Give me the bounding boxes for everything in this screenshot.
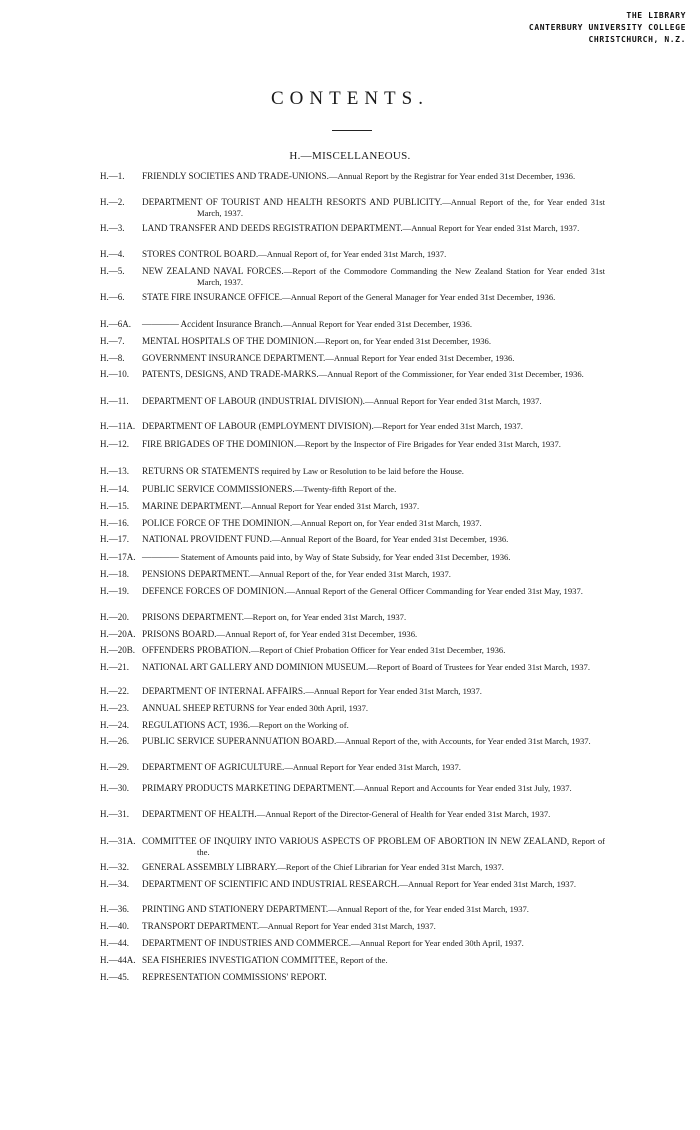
entry-title: PUBLIC SERVICE COMMISSIONERS. [142,484,295,494]
entry-title: RETURNS OR STATEMENTS [142,466,260,476]
entry-text [142,762,605,773]
entry-description: required by Law or Resolution to be laid before the House. [259,466,464,476]
entry-description: for Year ended 30th April, 1937. [254,703,369,713]
entry-code: H.—6A. [100,319,131,329]
contents-entry [100,921,605,932]
entry-description: —Twenty-fifth Report of the. [294,484,397,494]
entry-code: H.—24. [100,720,129,730]
contents-entry [100,336,605,347]
entry-code: H.—8. [100,353,125,363]
entry-title: FRIENDLY SOCIETIES AND TRADE-UNIONS. [142,171,329,181]
entry-code: H.—23. [100,703,129,713]
entry-title: ANNUAL SHEEP RETURNS [142,703,255,713]
entry-title: PATENTS, DESIGNS, AND TRADE-MARKS. [142,369,319,379]
entry-title: GENERAL ASSEMBLY LIBRARY. [142,862,278,872]
stamp-line-3: CHRISTCHURCH, N.Z. [588,35,686,44]
entry-title: PRIMARY PRODUCTS MARKETING DEPARTMENT. [142,783,355,793]
entry-description: —Annual Report of the Board, for Year ended 31st December, 1936. [271,534,509,544]
entry-description: —Report by the Inspector of Fire Brigades for Year ended 31st March, 1937. [296,439,561,449]
entry-code: H.—31. [100,809,129,819]
contents-entry [100,266,605,287]
entry-title: PRISONS DEPARTMENT. [142,612,245,622]
entry-title: MENTAL HOSPITALS OF THE DOMINION. [142,336,317,346]
entry-description: Statement of Amounts paid into, by Way of State Subsidy, for Year ended 31st December, 1936. [178,552,511,562]
entry-description: Report of the. [338,955,388,965]
contents-entry [100,736,605,747]
entry-title: REGULATIONS ACT, 1936. [142,720,251,730]
entry-title: POLICE FORCE OF THE DOMINION. [142,518,293,528]
entry-code: H.—6. [100,292,125,302]
entry-text [142,518,605,529]
entry-text [142,552,605,563]
entry-description: —Report for Year ended 31st March, 1937. [373,421,523,431]
contents-entry [100,879,605,890]
entry-code: H.—14. [100,484,129,494]
entry-title: DEPARTMENT OF SCIENTIFIC AND INDUSTRIAL RESEARCH. [142,879,400,889]
contents-entry [100,629,605,640]
entry-title: STORES CONTROL BOARD. [142,249,259,259]
entry-code: H.—17. [100,534,129,544]
entry-title: GOVERNMENT INSURANCE DEPARTMENT. [142,353,326,363]
entry-code: H.—4. [100,249,125,259]
entry-description: —Report of the Commodore Commanding the New Zealand Station for Year ended 31st March, 1937. [197,266,605,287]
entry-text [142,223,605,234]
entry-description: —Report on, for Year ended 31st December, 1936. [316,336,491,346]
entry-title: DEPARTMENT OF TOURIST AND HEALTH RESORTS AND PUBLICITY. [142,197,443,207]
entry-code: H.—20. [100,612,129,622]
entry-title: LAND TRANSFER AND DEEDS REGISTRATION DEPARTMENT. [142,223,403,233]
entry-code: H.—36. [100,904,129,914]
contents-entry [100,783,605,794]
entry-description: —Annual Report of, for Year ended 31st March, 1937. [258,249,447,259]
entry-description: —Annual Report on, for Year ended 31st March, 1937. [292,518,482,528]
contents-entry [100,552,605,563]
entry-code: H.—20A. [100,629,136,639]
contents-entry [100,466,605,477]
contents-entry [100,501,605,512]
contents-entry [100,836,605,857]
entry-code: H.—45. [100,972,129,982]
entry-text [142,586,605,597]
contents-entry [100,396,605,407]
entry-description: —Annual Report of the Director-General of Health for Year ended 31st March, 1937. [256,809,551,819]
entry-text [142,336,605,347]
entry-description: —Annual Report for Year ended 31st March, 1937. [284,762,461,772]
entry-code: H.—40. [100,921,129,931]
entry-title: STATE FIRE INSURANCE OFFICE. [142,292,283,302]
entry-title: NEW ZEALAND NAVAL FORCES. [142,266,284,276]
entry-title: PRINTING AND STATIONERY DEPARTMENT. [142,904,329,914]
entry-title: REPRESENTATION COMMISSIONS' REPORT. [142,972,327,982]
entry-code: H.—3. [100,223,125,233]
title-rule [332,130,372,131]
entry-text [142,171,605,182]
entry-title: NATIONAL PROVIDENT FUND. [142,534,272,544]
entry-title: COMMITTEE OF INQUIRY INTO VARIOUS ASPECTS OF PROBLEM OF ABORTION IN NEW ZEALAND, [142,836,570,846]
contents-entry [100,686,605,697]
entry-description: —Annual Report of the, with Accounts, for Year ended 31st March, 1937. [336,736,591,746]
entry-code: H.—19. [100,586,129,596]
contents-entry [100,353,605,364]
entry-text [142,955,605,966]
entry-code: H.—11A. [100,421,136,431]
entry-title: DEPARTMENT OF INDUSTRIES AND COMMERCE. [142,938,351,948]
entry-description: —Annual Report for Year ended 31st December, 1936. [282,319,472,329]
contents-entry [100,292,605,303]
entry-description: —Annual Report for Year ended 31st December, 1936. [325,353,515,363]
entry-text [142,629,605,640]
entry-title: DEPARTMENT OF LABOUR (INDUSTRIAL DIVISION). [142,396,365,406]
entry-description: —Annual Report of, for Year ended 31st December, 1936. [216,629,418,639]
entry-code: H.—22. [100,686,129,696]
contents-entry [100,612,605,623]
entry-text [142,319,605,330]
entry-title: PUBLIC SERVICE SUPERANNUATION BOARD. [142,736,337,746]
entry-text [142,534,605,545]
entry-description: Report of the. [197,836,605,857]
entry-title: PRISONS BOARD. [142,629,217,639]
entry-code: H.—31A. [100,836,136,846]
entry-code: H.—5. [100,266,125,276]
entry-description: —Annual Report for Year ended 31st March, 1937. [259,921,436,931]
entry-title: DEPARTMENT OF INTERNAL AFFAIRS. [142,686,306,696]
contents-entry [100,197,605,218]
entry-code: H.—26. [100,736,129,746]
contents-entry [100,904,605,915]
contents-entry [100,862,605,873]
section-heading: H.—MISCELLANEOUS. [289,150,411,162]
entry-text [142,972,605,983]
entry-title: FIRE BRIGADES OF THE DOMINION. [142,439,297,449]
entry-description: —Annual Report for Year ended 31st March, 1937. [402,223,580,233]
stamp-line-2: CANTERBURY UNIVERSITY COLLEGE [528,23,686,32]
entry-description: —Annual Report of the, for Year ended 31st March, 1937. [197,197,606,218]
contents-entry [100,421,605,432]
entry-code: H.—10. [100,369,129,379]
contents-entry [100,955,605,966]
entry-title: PENSIONS DEPARTMENT. [142,569,251,579]
entry-code: H.—21. [100,662,129,672]
entry-description: —Annual Report for Year ended 31st March, 1937. [399,879,577,889]
entry-text [142,396,605,407]
entry-code: H.—30. [100,783,129,793]
contents-entry [100,972,605,983]
contents-entry [100,720,605,731]
entry-code: H.—18. [100,569,129,579]
entry-text [142,501,605,512]
entry-text [142,421,605,432]
contents-entry [100,762,605,773]
contents-entry [100,809,605,820]
entry-code: H.—11. [100,396,129,406]
entry-text [142,249,605,260]
entry-description: —Annual Report and Accounts for Year ended 31st July, 1937. [355,783,572,793]
entry-code: H.—7. [100,336,125,346]
contents-entry [100,938,605,949]
entry-code: H.—16. [100,518,129,528]
entry-text [142,484,605,495]
entry-description: —Annual Report for Year ended 31st March, 1937. [364,396,542,406]
entry-title: ———— [142,552,179,562]
entry-text [142,439,605,450]
entry-text [142,862,605,873]
entry-code: H.—20B. [100,645,136,655]
entry-title: ———— Accident Insurance Branch. [142,319,283,329]
entry-description: —Annual Report of the, for Year ended 31st March, 1937. [250,569,451,579]
contents-entry [100,223,605,234]
entry-title: DEPARTMENT OF LABOUR (EMPLOYMENT DIVISION). [142,421,374,431]
entry-text [142,879,605,890]
entry-text [142,703,605,714]
entry-description: —Annual Report by the Registrar for Year ended 31st December, 1936. [328,171,576,181]
entry-code: H.—12. [100,439,129,449]
entry-text [142,369,605,380]
entry-text [142,904,605,915]
entry-text [142,783,605,794]
contents-entry [100,703,605,714]
entry-description: —Annual Report for Year ended 30th April, 1937. [351,938,524,948]
entry-description: —Report on, for Year ended 31st March, 1937. [244,612,407,622]
entry-text [142,292,605,303]
contents-entry [100,484,605,495]
entry-title: DEFENCE FORCES OF DOMINION. [142,586,287,596]
entry-code: H.—13. [100,466,129,476]
entry-code: H.—29. [100,762,129,772]
entry-description: —Annual Report for Year ended 31st March, 1937. [305,686,482,696]
entry-title: TRANSPORT DEPARTMENT. [142,921,260,931]
entry-title: DEPARTMENT OF HEALTH. [142,809,257,819]
contents-entry [100,171,605,182]
contents-entry [100,534,605,545]
entry-text [142,809,605,820]
entry-text [142,197,605,218]
page-title: CONTENTS. [271,88,429,109]
entry-description: —Annual Report of the, for Year ended 31st March, 1937. [328,904,529,914]
entry-text [142,686,605,697]
entry-code: H.—17A. [100,552,136,562]
entry-title: SEA FISHERIES INVESTIGATION COMMITTEE, [142,955,338,965]
entry-text [142,720,605,731]
contents-entry [100,662,605,673]
library-stamp [529,10,686,46]
entry-title: MARINE DEPARTMENT. [142,501,243,511]
entry-code: H.—2. [100,197,125,207]
entry-description: —Annual Report of the General Manager for Year ended 31st December, 1936. [282,292,556,302]
entry-description: —Report on the Working of. [250,720,349,730]
entry-description: —Report of Board of Trustees for Year ended 31st March, 1937. [368,662,590,672]
contents-entry [100,518,605,529]
contents-entry [100,586,605,597]
entry-text [142,266,605,287]
entry-description: —Annual Report for Year ended 31st March, 1937. [242,501,420,511]
contents-entry [100,319,605,330]
entry-description: —Annual Report of the Commissioner, for Year ended 31st December, 1936. [318,369,584,379]
contents-entry [100,645,605,656]
entry-title: OFFENDERS PROBATION. [142,645,251,655]
entry-text [142,736,605,747]
entry-description: —Report of the Chief Librarian for Year ended 31st March, 1937. [277,862,504,872]
contents-entry [100,439,605,450]
contents-entry [100,249,605,260]
entry-code: H.—44. [100,938,129,948]
contents-entry [100,369,605,380]
entry-description: —Annual Report of the General Officer Commanding for Year ended 31st May, 1937. [286,586,583,596]
entry-code: H.—1. [100,171,125,181]
entry-text [142,466,605,477]
entry-code: H.—44A. [100,955,136,965]
entry-code: H.—32. [100,862,129,872]
entry-text [142,921,605,932]
entry-description: —Report of Chief Probation Officer for Year ended 31st December, 1936. [250,645,506,655]
entry-title: DEPARTMENT OF AGRICULTURE. [142,762,285,772]
entry-code: H.—34. [100,879,129,889]
entry-text [142,645,605,656]
contents-entry [100,569,605,580]
entry-text [142,836,605,857]
entry-code: H.—15. [100,501,129,511]
entry-title: NATIONAL ART GALLERY AND DOMINION MUSEUM. [142,662,369,672]
entry-text [142,938,605,949]
entry-text [142,353,605,364]
entry-text [142,612,605,623]
stamp-line-1: THE LIBRARY [626,11,686,20]
entry-text [142,569,605,580]
entry-text [142,662,605,673]
